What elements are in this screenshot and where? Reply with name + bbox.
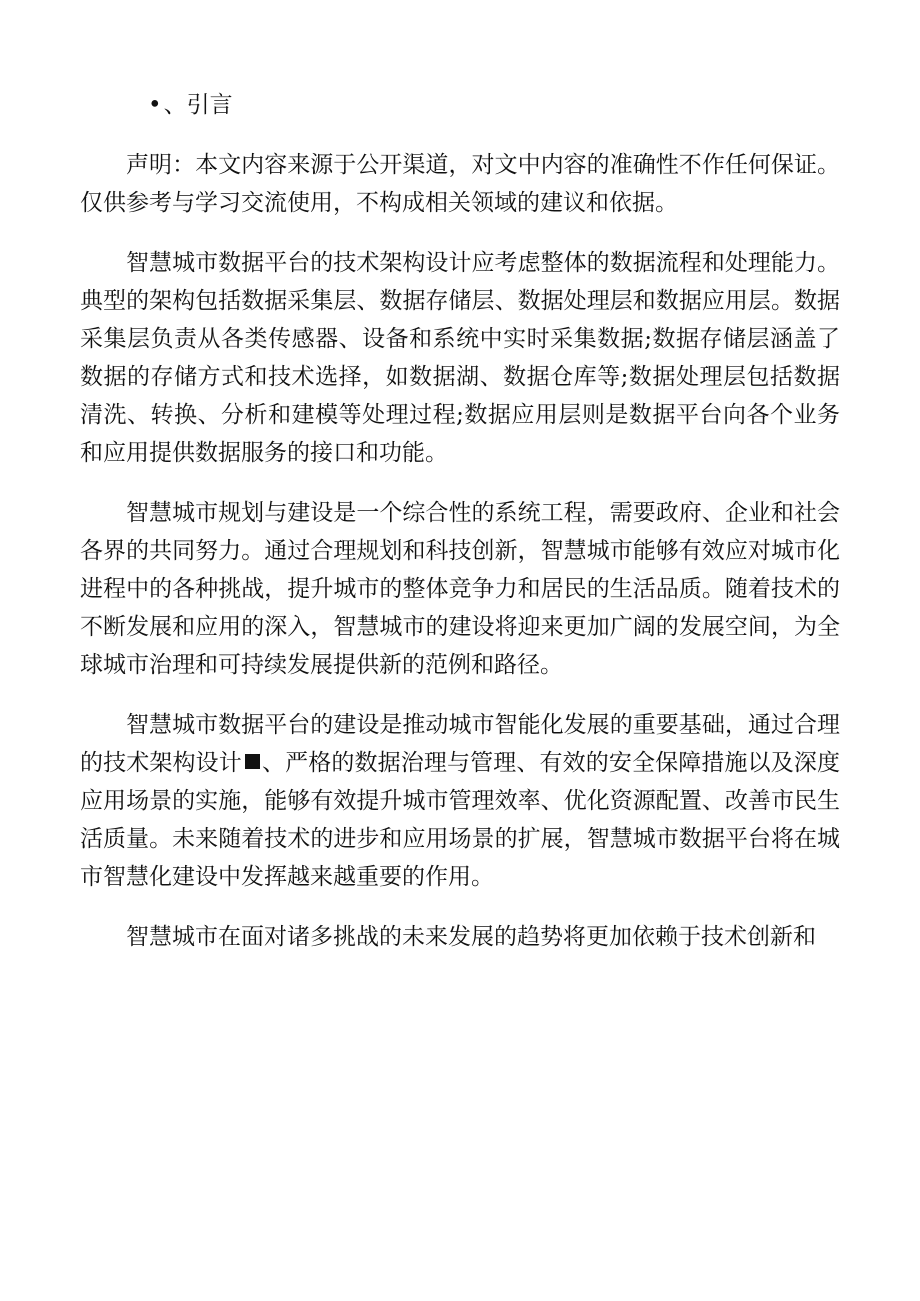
future-paragraph: 智慧城市在面对诸多挑战的未来发展的趋势将更加依赖于技术创新和 bbox=[126, 924, 816, 950]
platform-paragraph-part-2: 、严格的数据治理与管理、有效的安全保障措施以及深度应用场景的实施，能够有效提升城市管理效率、优化资源配置、改善市民生活质量。未来随着技术的进步和应用场景的扩展，智慧城市数据平台将在城市智慧化建设中发挥越来越重要的作用。 bbox=[80, 750, 840, 890]
platform-paragraph bbox=[80, 706, 840, 896]
heading-text: 、引言 bbox=[163, 92, 233, 118]
platform-paragraph-part-1: 智慧城市数据平台的建设是推动城市智能化发展的重要基础，通过合理的技术架构设计 bbox=[80, 712, 840, 776]
architecture-paragraph: 智慧城市数据平台的技术架构设计应考虑整体的数据流程和处理能力。典型的架构包括数据采集层、数据存储层、数据处理层和数据应用层。数据采集层负责从各类传感器、设备和系统中实时采集数据;数据存储层涵盖了数据的存储方式和技术选择，如数据湖、数据仓库等;数据处理层包括数据清洗、转换、分析和建模等处理过程;数据应用层则是数据平台向各个业务和应用提供数据服务的接口和功能。 bbox=[80, 250, 840, 466]
square-bullet-icon bbox=[245, 754, 260, 769]
heading-bullet: • bbox=[148, 92, 162, 118]
disclaimer-paragraph: 声明：本文内容来源于公开渠道，对文中内容的准确性不作任何保证。仅供参考与学习交流使用，不构成相关领域的建议和依据。 bbox=[80, 152, 840, 216]
planning-paragraph: 智慧城市规划与建设是一个综合性的系统工程，需要政府、企业和社会各界的共同努力。通过合理规划和科技创新，智慧城市能够有效应对城市化进程中的各种挑战，提升城市的整体竞争力和居民的生活品质。随着技术的不断发展和应用的深入，智慧城市的建设将迎来更加广阔的发展空间，为全球城市治理和可持续发展提供新的范例和路径。 bbox=[80, 500, 840, 678]
section-heading bbox=[80, 86, 840, 124]
